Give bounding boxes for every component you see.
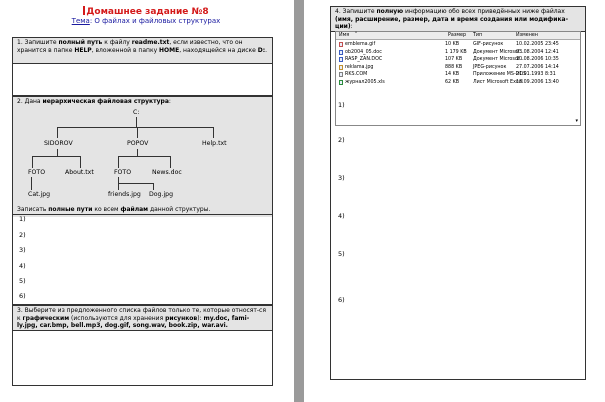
file-name: RKS.COM [345, 72, 368, 78]
subtitle-text: : О файлах и файловых структурах [89, 17, 221, 25]
tree-folder-foto-2: FOTO [114, 169, 132, 176]
tree-line [32, 156, 80, 157]
file-row[interactable] [336, 79, 580, 86]
file-icon [339, 42, 343, 47]
answer-number: 4) [19, 262, 26, 270]
tree-file-about: About.txt [65, 169, 94, 176]
file-name: reklama.jpg [345, 64, 374, 70]
q3-text-1: 3. Выберите из предложенного списка файлов только те, которые относят-ся к [17, 307, 266, 322]
file-icon [339, 57, 343, 62]
answer-number: 3) [19, 246, 26, 254]
question-2-footer [13, 205, 272, 215]
file-size: 888 KB [445, 64, 463, 70]
q1-text-5: , находящейся на диске [179, 46, 258, 54]
q4-text-1: 4. Запишите [335, 8, 377, 15]
tree-line [32, 156, 33, 168]
file-list-header [336, 32, 580, 40]
tree-line [170, 156, 171, 168]
answer-number: 6) [338, 296, 345, 304]
file-name: RASP_ZAN.DOC [345, 57, 383, 63]
answer-number: 5) [338, 250, 345, 258]
answer-number: 4) [338, 212, 345, 220]
answer-number: 3) [338, 174, 345, 182]
tree-file-cat: Cat.jpg [28, 191, 51, 198]
file-size: 10 KB [445, 42, 460, 47]
tree-folder-sidorov: SIDOROV [44, 140, 73, 147]
answer-number: 5) [19, 277, 26, 285]
q2-footer-text-2: ко всем [92, 206, 121, 213]
q1-bold-3: HELP [74, 46, 92, 54]
q2-bold-1: иерархическая файловая структура [42, 98, 169, 105]
q1-text-3: , если известно, что он хранится в папке [17, 39, 243, 54]
q3-text-2: (используются для хранения [69, 314, 166, 322]
tree-file-friends: friends.jpg [108, 191, 141, 198]
question-4-text [331, 7, 585, 32]
tree-line [136, 117, 137, 127]
answer-number: 6) [19, 292, 26, 300]
question-2-header [13, 97, 272, 217]
answer-number: 2) [19, 231, 26, 239]
q1-text-2: к файлу [102, 39, 132, 46]
file-icon [339, 50, 343, 55]
answer-number: 1) [338, 101, 345, 109]
page-title [0, 6, 292, 17]
tree-line [118, 156, 170, 157]
file-type: Документ Microsof... [473, 49, 524, 55]
file-type: Лист Microsoft Excel [473, 80, 523, 85]
q4-text-2: информацию обо всех приведённых ниже файлах [403, 8, 565, 15]
sort-arrow-icon: ⌃ [354, 32, 359, 37]
file-modified: 10.02.2005 23:45 [516, 42, 559, 47]
q3-bold-1: графическим [22, 314, 70, 322]
page-gutter [294, 0, 304, 402]
tree-line [137, 149, 138, 156]
q2-text-2: : [168, 98, 171, 105]
question-1-text [13, 38, 272, 64]
q2-footer-bold-1: полные пути [48, 206, 93, 213]
file-type: JPEG-рисунок [473, 64, 507, 70]
tree-folder-popov: POPOV [127, 140, 149, 147]
q1-bold-4: HOME [159, 46, 180, 54]
file-modified: 10.08.2006 10:35 [516, 57, 559, 63]
column-header-modified[interactable]: Изменен [516, 33, 538, 38]
scroll-down-arrow-icon[interactable]: ▾ [575, 118, 578, 124]
subtitle-label[interactable]: Тема [71, 17, 90, 25]
tree-line [137, 127, 138, 138]
file-row[interactable] [336, 49, 580, 56]
file-list-table[interactable] [335, 31, 581, 126]
file-name: журнал2005.xls [345, 80, 385, 85]
column-header-name[interactable]: Имя [339, 33, 350, 38]
file-type: Приложение MS-DOS [473, 72, 527, 78]
question-3-text [13, 306, 272, 331]
file-modified: 21.01.1993 8:31 [516, 72, 556, 78]
q2-footer-text-1: Записать [17, 206, 49, 213]
answer-number: 2) [338, 136, 345, 144]
page-title-text: Домашнее задание №8 [86, 7, 209, 17]
file-modified: 03.08.2004 12:41 [516, 49, 559, 55]
file-row[interactable] [336, 71, 580, 78]
page-subtitle [0, 17, 292, 25]
file-type: GIF-рисунок [473, 42, 504, 47]
tree-line [213, 127, 214, 138]
q2-footer-text-3: данной структуры. [148, 206, 211, 213]
file-size: 107 KB [445, 57, 463, 63]
tree-file-dog: Dog.jpg [149, 191, 174, 198]
column-header-type[interactable]: Тип [473, 33, 483, 38]
file-size: 1 179 KB [445, 49, 467, 55]
question-1-box [12, 37, 273, 96]
tree-file-help: Help.txt [202, 140, 227, 147]
tree-line [153, 183, 154, 190]
q4-bold-1: полную [376, 8, 404, 15]
q2-footer-bold-2: файлам [120, 206, 149, 213]
question-3-box [12, 305, 273, 386]
q3-text-3: ): [197, 314, 204, 322]
file-modified: 27.07.2006 14:14 [516, 64, 559, 70]
q1-bold-1: полный путь [58, 39, 103, 46]
file-icon [339, 65, 343, 70]
tree-root: C: [133, 109, 140, 116]
tree-file-news: News.doc [152, 169, 182, 176]
q4-bold-2: (имя, расширение, размер, дата и время создания или модифика-ции) [335, 15, 569, 30]
file-row[interactable] [336, 41, 580, 48]
q2-text-1: 2. Дана [17, 98, 43, 105]
file-size: 14 KB [445, 72, 460, 78]
q3-bold-3: my.doc, fami-ly.jpg, car.bmp, bell.mp3, dog.gif, song.wav, book.zip, war.avi. [17, 314, 250, 329]
page-left [0, 0, 292, 402]
tree-line [57, 127, 58, 138]
tree-line [118, 183, 153, 184]
q3-bold-2: рисунков [165, 314, 198, 322]
file-name: ob2004_05.doc [345, 49, 382, 55]
file-row[interactable] [336, 56, 580, 63]
q1-text-1: 1. Запишите [17, 39, 59, 46]
file-icon [339, 80, 343, 85]
file-size: 62 KB [445, 80, 460, 85]
tree-line [57, 127, 213, 128]
file-name: emblema.gif [345, 42, 376, 47]
file-row[interactable] [336, 64, 580, 71]
q1-text-6: . [265, 46, 268, 54]
tree-line [57, 149, 58, 156]
q1-bold-5: D: [257, 46, 266, 54]
file-icon [339, 72, 343, 77]
tree-line [31, 177, 32, 190]
q1-text-4: , вложенной в папку [91, 46, 160, 54]
answer-number: 1) [19, 215, 26, 223]
column-header-size[interactable]: Размер [448, 33, 466, 38]
q4-text-3: : [350, 23, 353, 30]
tree-line [80, 156, 81, 168]
tree-line [118, 183, 119, 190]
tree-line [118, 156, 119, 168]
tree-folder-foto-1: FOTO [28, 169, 46, 176]
q1-bold-2: readme.txt [131, 39, 170, 46]
file-modified: 13.09.2006 13:40 [516, 80, 559, 85]
file-type: Документ Microsof... [473, 57, 524, 63]
